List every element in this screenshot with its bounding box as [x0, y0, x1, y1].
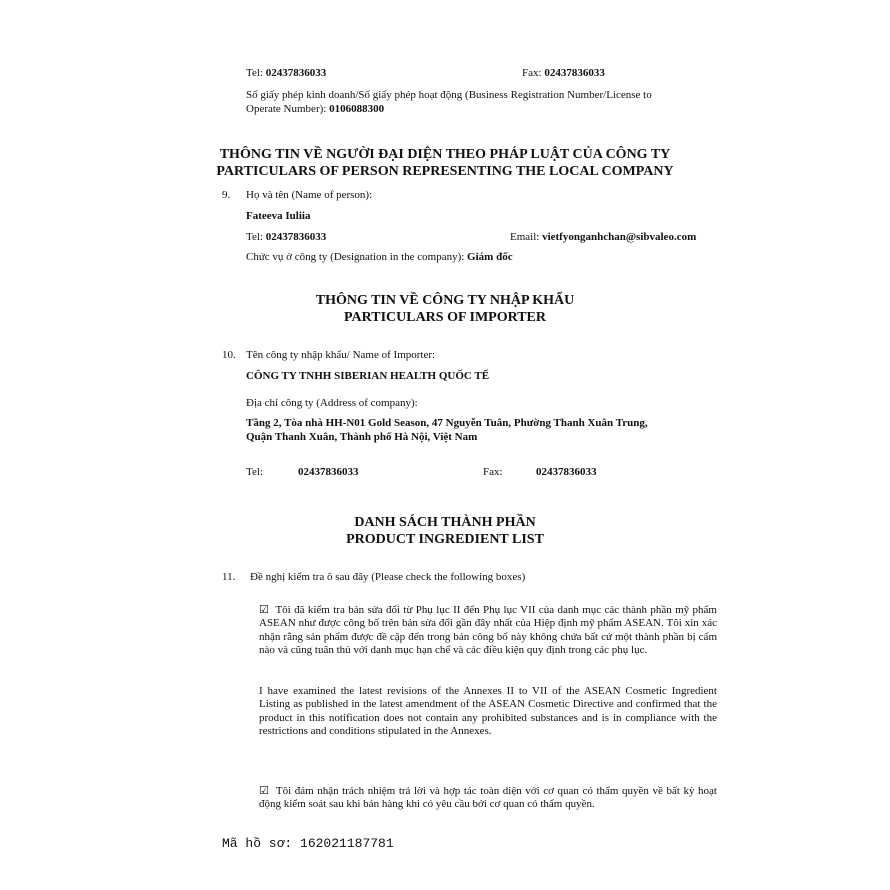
company-fax-value: 02437836033: [544, 67, 605, 79]
ingredients-heading-vi: DANH SÁCH THÀNH PHẦN: [354, 515, 536, 530]
company-tel-label: Tel:: [246, 67, 263, 79]
representative-designation-line: [246, 250, 513, 264]
representative-designation-label: Chức vụ ở công ty (Designation in the company):: [246, 251, 465, 263]
importer-tel-label: Tel:: [246, 466, 263, 478]
license-text-line1: Số giấy phép kinh doanh/Số giấy phép hoạt động (Business Registration Number/License to: [246, 89, 652, 101]
checkbox-1-text: Tôi đã kiểm tra bản sửa đổi từ Phụ lục II đến Phụ lục VII của danh mục các thành phần mỹ phẩm ASEAN như được công bố trên bản sửa đổi gần đây nhất của Hiệp định mỹ phẩm ASEAN. Tôi xin xác nhận rằng sản phẩm được đề cập đến trong bản công bố này không chứa bất cứ một thành phần bị cấm nào và cũng tuân thủ với danh mục hạn chế và các điều kiện quy định trong các phụ lục.: [259, 604, 717, 657]
ingredients-item-no: 11.: [222, 571, 236, 583]
representative-designation-value: Giám đốc: [467, 251, 513, 263]
representative-email-label: Email:: [510, 231, 540, 243]
importer-fax-value: 02437836033: [536, 466, 597, 478]
company-tel-value: 02437836033: [265, 67, 327, 79]
checkbox-1-checked[interactable]: ☑: [259, 603, 269, 616]
record-number-line: [222, 836, 394, 851]
checkbox-2-checked[interactable]: ☑: [259, 784, 269, 797]
importer-name-label: Tên công ty nhập khẩu/ Name of Importer:: [246, 349, 436, 361]
importer-fax-label: Fax:: [483, 466, 503, 478]
importer-tel-value: 02437836033: [298, 466, 359, 478]
record-number-label: Mã hồ sơ:: [222, 836, 293, 851]
representative-heading-vi: THÔNG TIN VỀ NGƯỜI ĐẠI DIỆN THEO PHÁP LUẬT CỦA CÔNG TY: [219, 147, 671, 162]
importer-address-line2: Quận Thanh Xuân, Thành phố Hà Nội, Việt Nam: [246, 431, 478, 443]
representative-email-value: vietfyonganhchan@sibvaleo.com: [542, 231, 697, 243]
importer-address-line1: Tầng 2, Tòa nhà HH-N01 Gold Season, 47 Nguyễn Tuân, Phường Thanh Xuân Trung,: [246, 417, 648, 429]
representative-tel-label: Tel:: [246, 231, 263, 243]
representative-tel-value: 02437836033: [265, 231, 327, 243]
representative-tel-line: [246, 230, 326, 244]
importer-heading-vi: THÔNG TIN VỀ CÔNG TY NHẬP KHẨU: [315, 293, 575, 308]
checkbox-statement-1-vi: [259, 603, 717, 658]
representative-heading-en: PARTICULARS OF PERSON REPRESENTING THE LOCAL COMPANY: [216, 164, 674, 179]
license-text-line2: [246, 102, 384, 116]
company-fax-label: Fax:: [522, 67, 542, 79]
ingredients-heading-en: PRODUCT INGREDIENT LIST: [346, 532, 544, 547]
company-tel-line: [246, 66, 326, 80]
record-number-value: 162021187781: [300, 836, 394, 851]
checkbox-statement-2: [259, 784, 717, 812]
importer-heading-en: PARTICULARS OF IMPORTER: [343, 310, 547, 325]
ingredients-instruction: Đề nghị kiểm tra ô sau đây (Please check the following boxes): [250, 571, 526, 583]
importer-item-no: 10.: [222, 349, 236, 361]
representative-item-no: 9.: [222, 189, 231, 201]
license-number: 0106088300: [329, 103, 385, 115]
checkbox-2-text: Tôi đảm nhận trách nhiệm trả lời và hợp tác toàn diện với cơ quan có thẩm quyền về bất kỳ hoạt động kiểm soát sau khi bán hàng khi có yêu cầu bởi cơ quan có thẩm quyền.: [259, 785, 717, 811]
representative-name-label: Họ và tên (Name of person):: [246, 189, 373, 201]
importer-name: CÔNG TY TNHH SIBERIAN HEALTH QUỐC TẾ: [246, 370, 490, 382]
representative-name: Fateeva Iuliia: [246, 210, 311, 222]
company-fax-line: [522, 66, 605, 80]
representative-email-line: [510, 230, 696, 244]
checkbox-statement-1-en: I have examined the latest revisions of the Annexes II to VII of the ASEAN Cosmetic Ingredient Listing as published in the latest amendment of the ASEAN Cosmetic Directive and confirmed that the product in this notification does not contain any prohibited substances and is in compliance with the restrictions and conditions stipulated in the Annexes.: [259, 685, 717, 738]
importer-address-label: Địa chỉ công ty (Address of company):: [246, 397, 418, 409]
license-label: Operate Number):: [246, 103, 327, 115]
